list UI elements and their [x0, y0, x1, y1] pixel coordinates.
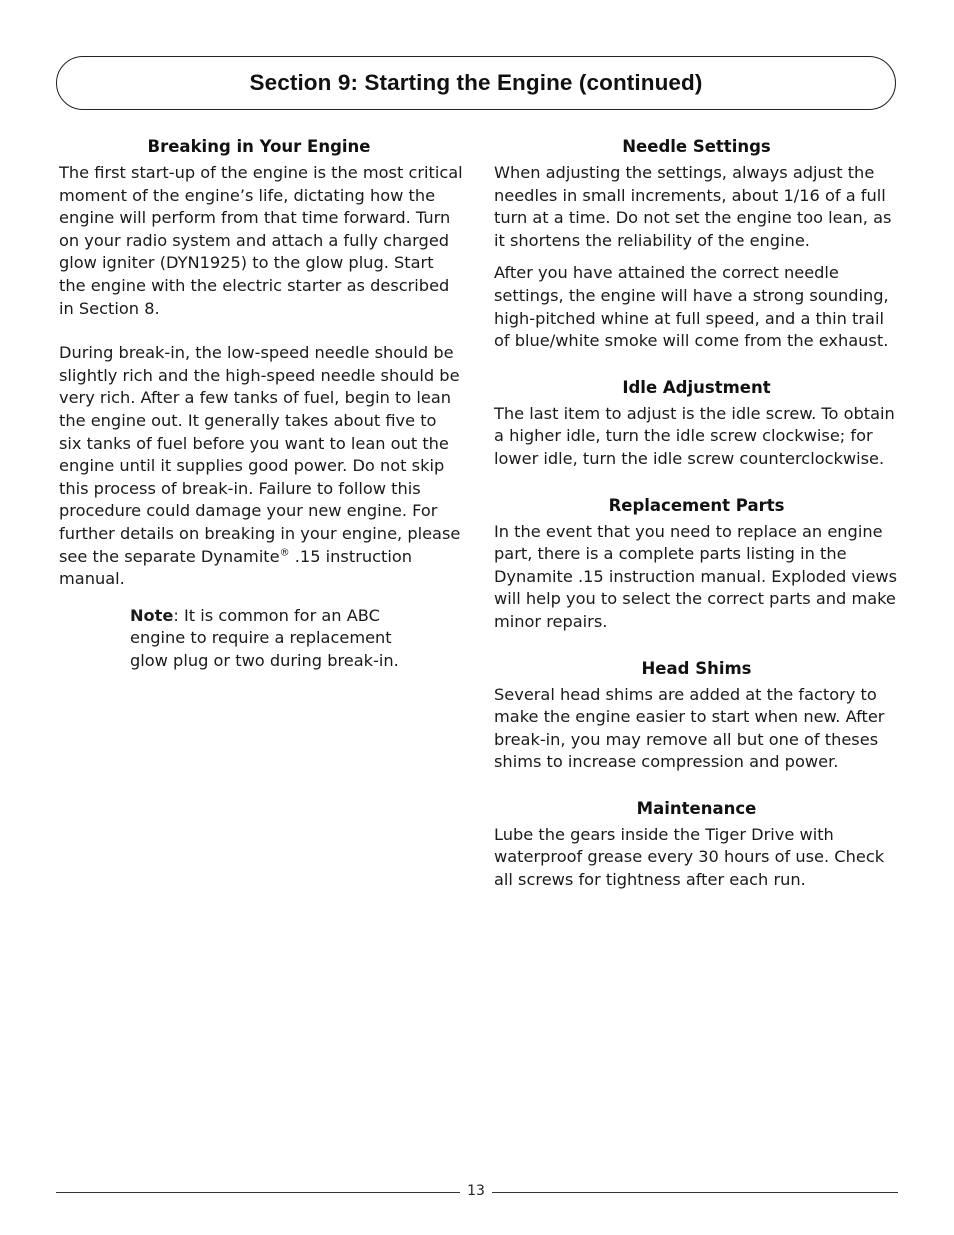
note-paragraph — [130, 605, 400, 673]
shims-paragraph: Several head shims are added at the factory to make the engine easier to start when new. After break-in, you may remove all but one of theses shims to increase compression and power. — [494, 684, 885, 772]
parts-paragraph: In the event that you need to replace an engine part, there is a complete parts listing in the Dynamite .15 instruction manual. Exploded views will help you to select the correct parts and make minor repairs. — [494, 521, 898, 631]
page-number: 13 — [467, 1183, 485, 1199]
breaking-in-paragraph-2-main: During break-in, the low-speed needle should be slightly rich and the high-speed needle should be very rich. After a few tanks of fuel, begin to lean the engine out. It generally takes about five to six tanks of fuel before you want to lean out the engine until it supplies good power. Do not skip this process of break-in. Failure to follow this procedure could damage your new engine. For further details on breaking in your engine, please see the separate Dynamite — [59, 343, 461, 566]
needle-paragraph-2: After you have attained the correct needle settings, the engine will have a strong sounding, high-pitched whine at full speed, and a thin trail of blue/white smoke will come from the exhaust. — [494, 263, 889, 351]
heading-idle-adjustment: Idle Adjustment — [622, 377, 771, 397]
heading-breaking-in: Breaking in Your Engine — [147, 137, 371, 156]
section-header — [56, 56, 896, 110]
breaking-in-paragraph-2-end: .15 instruction manual. — [59, 546, 413, 589]
heading-needle-settings: Needle Settings — [622, 137, 771, 156]
breaking-in-paragraph-1: The first start-up of the engine is the most critical moment of the engine’s life, dictating how the engine will perform from that time forward. Turn on your radio system and attach a fully charged glow igniter (DYN1925) to the glow plug. Start the engine with the electric starter as described in Section 8. — [59, 163, 463, 318]
page-footer — [56, 1181, 898, 1205]
idle-paragraph: The last item to adjust is the idle screw. To obtain a higher idle, turn the idle screw clockwise; for lower idle, turn the idle screw counterclockwise. — [494, 403, 895, 468]
heading-head-shims: Head Shims — [641, 658, 752, 678]
needle-paragraph-1: When adjusting the settings, always adjust the needles in small increments, about 1/16 of a full turn at a time. Do not set the engine too lean, as it shortens the reliability of the engine. — [494, 163, 892, 250]
maintenance-paragraph: Lube the gears inside the Tiger Drive with waterproof grease every 30 hours of use. Check all screws for tightness after each run. — [494, 824, 885, 890]
heading-maintenance: Maintenance — [636, 798, 757, 818]
note-label: Note — [130, 605, 174, 625]
right-column — [494, 136, 899, 892]
heading-replacement-parts: Replacement Parts — [608, 495, 785, 515]
footer-rule-left — [56, 1192, 460, 1193]
section-title: Section 9: Starting the Engine (continued) — [249, 70, 703, 95]
footer-rule-right — [492, 1192, 898, 1193]
breaking-in-paragraph-2 — [59, 342, 464, 591]
registered-mark: ® — [279, 547, 290, 559]
note-text: : It is common for an ABC engine to require a replacement glow plug or two during break-in. — [130, 605, 399, 670]
left-column — [59, 136, 464, 672]
